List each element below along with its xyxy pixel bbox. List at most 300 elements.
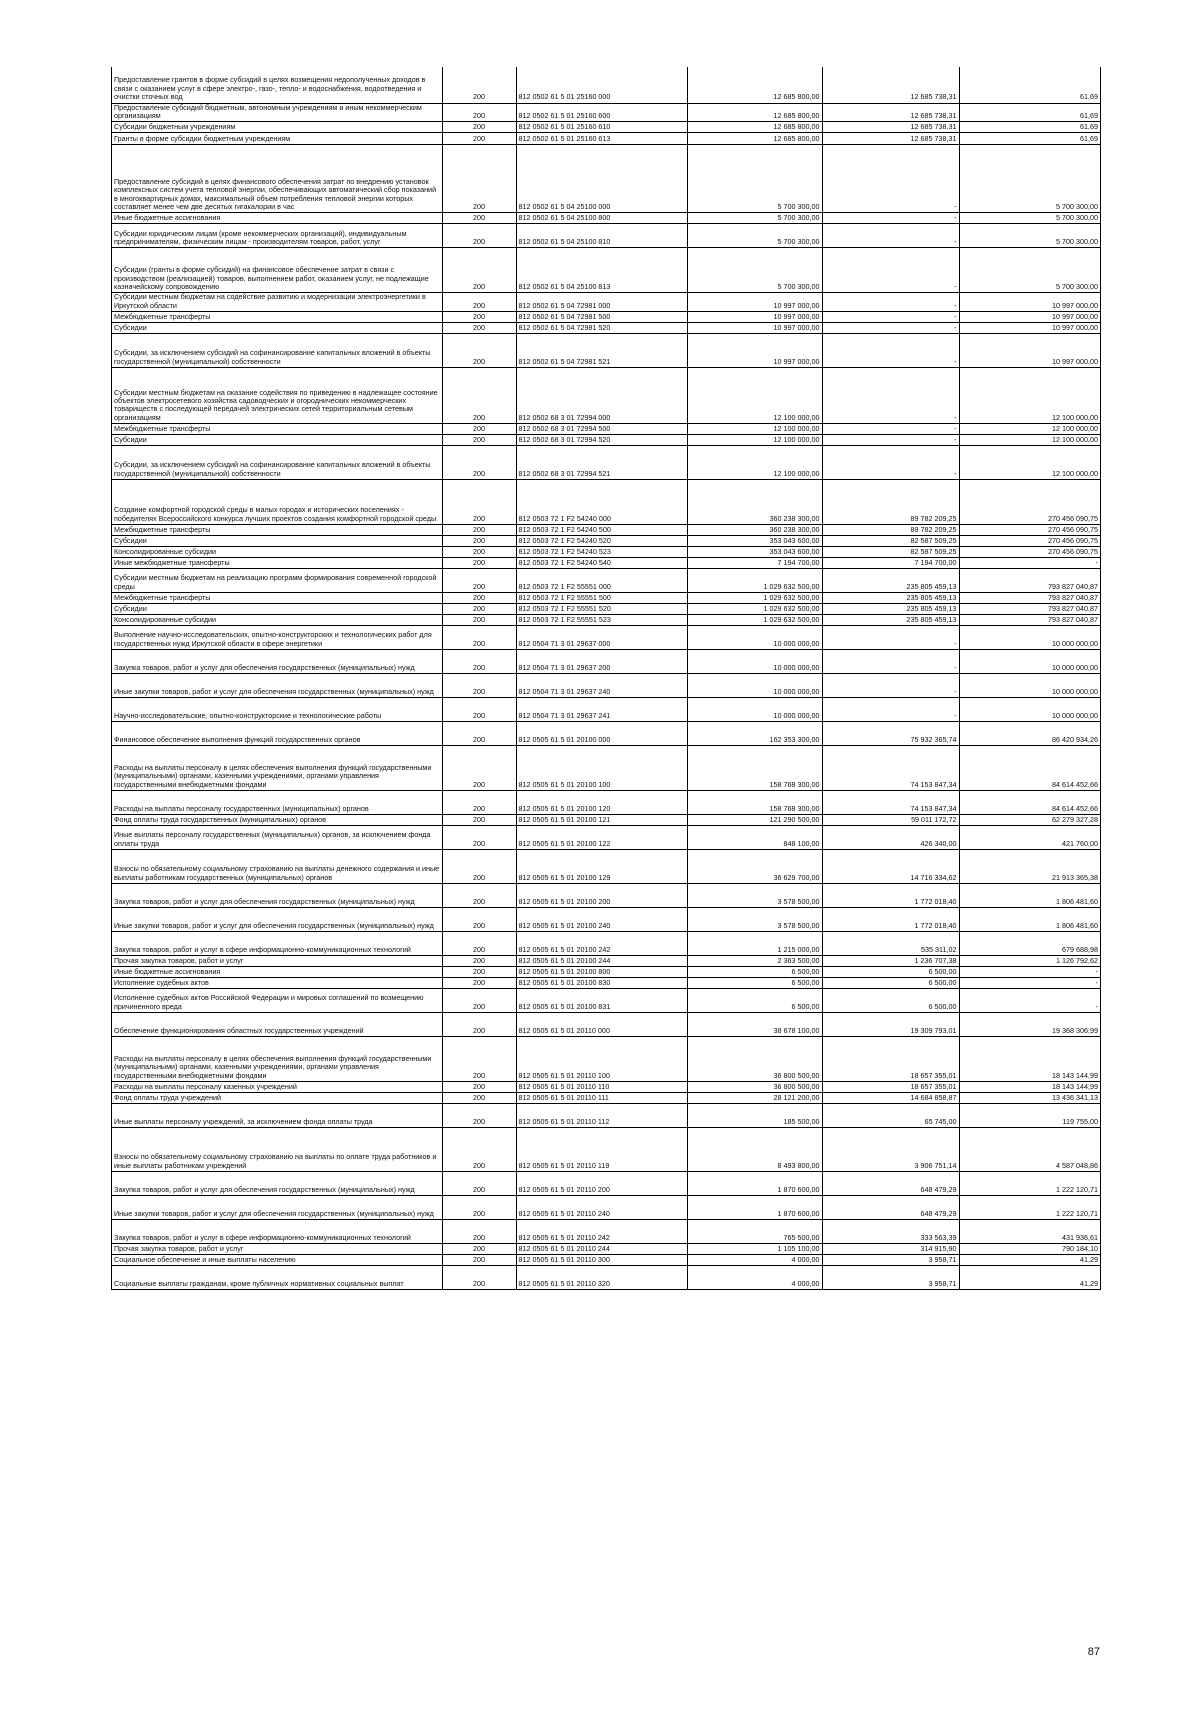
- row-executed-amount: 1 236 707,38: [822, 956, 959, 967]
- row-code: 200: [442, 1172, 516, 1196]
- row-name: Иные закупки товаров, работ и услуг для обеспечения государственных (муниципальных) нужд: [112, 674, 442, 698]
- row-approved-amount: 12 685 800,00: [687, 133, 822, 145]
- row-kbk: 812 0504 71 3 01 29637 241: [516, 698, 687, 722]
- row-executed-amount: 89 782 209,25: [822, 525, 959, 536]
- row-executed-amount: -: [822, 446, 959, 480]
- table-row: [112, 1093, 1100, 1104]
- row-kbk: 812 0505 61 5 01 20100 129: [516, 850, 687, 884]
- row-code: 200: [442, 1128, 516, 1172]
- row-unexecuted-amount: 18 143 144,99: [959, 1082, 1100, 1093]
- row-unexecuted-amount: 19 368 306,99: [959, 1013, 1100, 1037]
- row-code: 200: [442, 967, 516, 978]
- row-code: 200: [442, 1104, 516, 1128]
- row-code: 200: [442, 248, 516, 293]
- table-row: [112, 569, 1100, 593]
- table-row: [112, 674, 1100, 698]
- row-name: Иные выплаты персоналу учреждений, за исключением фонда оплаты труда: [112, 1104, 442, 1128]
- row-code: 200: [442, 435, 516, 446]
- row-code: 200: [442, 1255, 516, 1266]
- row-kbk: 812 0505 61 5 01 20110 300: [516, 1255, 687, 1266]
- row-name: Обеспечение функционирования областных государственных учреждений: [112, 1013, 442, 1037]
- row-name: Расходы на выплаты персоналу в целях обеспечения выполнения функций государственными (муниципальными) органами, казенными учреждениями, органами управления государственными внебюджетными фондами: [112, 1037, 442, 1082]
- row-code: 200: [442, 593, 516, 604]
- row-approved-amount: 1 870 600,00: [687, 1196, 822, 1220]
- row-approved-amount: 7 194 700,00: [687, 558, 822, 569]
- row-name: Субсидии местным бюджетам на реализацию программ формирования современной городской среды: [112, 569, 442, 593]
- row-unexecuted-amount: 679 688,98: [959, 932, 1100, 956]
- row-kbk: 812 0503 72 1 F2 54240 540: [516, 558, 687, 569]
- row-name: Иные бюджетные ассигнования: [112, 967, 442, 978]
- row-approved-amount: 10 997 000,00: [687, 334, 822, 368]
- row-kbk: 812 0503 72 1 F2 55551 500: [516, 593, 687, 604]
- row-executed-amount: 235 805 459,13: [822, 615, 959, 626]
- row-unexecuted-amount: 270 456 090,75: [959, 525, 1100, 536]
- row-executed-amount: 12 685 738,31: [822, 67, 959, 103]
- row-executed-amount: 6 500,00: [822, 978, 959, 989]
- row-executed-amount: -: [822, 334, 959, 368]
- row-name: Субсидии: [112, 536, 442, 547]
- row-unexecuted-amount: 61,69: [959, 67, 1100, 103]
- row-kbk: 812 0502 61 5 04 25100 810: [516, 224, 687, 248]
- row-kbk: 812 0505 61 5 01 20110 000: [516, 1013, 687, 1037]
- row-code: 200: [442, 908, 516, 932]
- row-executed-amount: -: [822, 224, 959, 248]
- row-executed-amount: 1 772 018,40: [822, 908, 959, 932]
- row-unexecuted-amount: 84 614 452,66: [959, 791, 1100, 815]
- row-kbk: 812 0502 61 5 01 25160 000: [516, 67, 687, 103]
- row-executed-amount: 18 657 355,01: [822, 1037, 959, 1082]
- row-unexecuted-amount: 1 806 481,60: [959, 884, 1100, 908]
- row-name: Прочая закупка товаров, работ и услуг: [112, 1244, 442, 1255]
- row-unexecuted-amount: 793 827 040,87: [959, 615, 1100, 626]
- table-row: [112, 956, 1100, 967]
- row-unexecuted-amount: 84 614 452,66: [959, 746, 1100, 791]
- row-executed-amount: -: [822, 698, 959, 722]
- row-code: 200: [442, 604, 516, 615]
- row-approved-amount: 36 800 500,00: [687, 1082, 822, 1093]
- row-code: 200: [442, 826, 516, 850]
- row-name: Субсидии местным бюджетам на содействие развитию и модернизации электроэнергетики в Иркутской области: [112, 293, 442, 312]
- row-executed-amount: 314 915,90: [822, 1244, 959, 1255]
- table-row: [112, 133, 1100, 145]
- row-kbk: 812 0505 61 5 01 20110 200: [516, 1172, 687, 1196]
- row-code: 200: [442, 1244, 516, 1255]
- row-executed-amount: 14 716 334,62: [822, 850, 959, 884]
- row-code: 200: [442, 932, 516, 956]
- row-name: Научно-исследовательские, опытно-конструкторские и технологические работы: [112, 698, 442, 722]
- row-executed-amount: 648 479,29: [822, 1196, 959, 1220]
- row-kbk: 812 0502 61 5 04 25100 813: [516, 248, 687, 293]
- page-number: 87: [1087, 1646, 1100, 1658]
- row-name: Закупка товаров, работ и услуг в сфере информационно-коммуникационных технологий: [112, 1220, 442, 1244]
- row-executed-amount: 19 309 793,01: [822, 1013, 959, 1037]
- row-kbk: 812 0505 61 5 01 20110 100: [516, 1037, 687, 1082]
- table-row: [112, 978, 1100, 989]
- row-kbk: 812 0503 72 1 F2 54240 500: [516, 525, 687, 536]
- row-code: 200: [442, 791, 516, 815]
- row-executed-amount: 535 311,02: [822, 932, 959, 956]
- row-approved-amount: 28 121 200,00: [687, 1093, 822, 1104]
- table-row: [112, 1013, 1100, 1037]
- row-name: Выполнение научно-исследовательских, опытно-конструкторских и технологических работ для государственных нужд Иркутской области в сфере энергетики: [112, 626, 442, 650]
- row-approved-amount: 5 700 300,00: [687, 248, 822, 293]
- row-unexecuted-amount: 10 997 000,00: [959, 312, 1100, 323]
- row-approved-amount: 10 997 000,00: [687, 293, 822, 312]
- row-approved-amount: 1 105 100,00: [687, 1244, 822, 1255]
- row-approved-amount: 12 685 800,00: [687, 122, 822, 133]
- row-unexecuted-amount: 12 100 000,00: [959, 435, 1100, 446]
- row-executed-amount: 333 563,39: [822, 1220, 959, 1244]
- row-code: 200: [442, 312, 516, 323]
- row-kbk: 812 0503 72 1 F2 54240 520: [516, 536, 687, 547]
- row-approved-amount: 12 100 000,00: [687, 424, 822, 435]
- row-kbk: 812 0502 61 5 01 25160 600: [516, 103, 687, 122]
- row-approved-amount: 8 493 800,00: [687, 1128, 822, 1172]
- row-code: 200: [442, 1220, 516, 1244]
- row-unexecuted-amount: 10 000 000,00: [959, 650, 1100, 674]
- table-row: [112, 850, 1100, 884]
- row-kbk: 812 0505 61 5 01 20110 244: [516, 1244, 687, 1255]
- row-approved-amount: 12 685 800,00: [687, 67, 822, 103]
- table-row: [112, 312, 1100, 323]
- row-approved-amount: 6 500,00: [687, 978, 822, 989]
- row-code: 200: [442, 424, 516, 435]
- row-kbk: 812 0505 61 5 01 20100 830: [516, 978, 687, 989]
- row-name: Создание комфортной городской среды в малых городах и исторических поселениях - победителях Всероссийского конкурса лучших проектов создания комфортной городской среды: [112, 480, 442, 525]
- row-kbk: 812 0502 61 5 01 25160 613: [516, 133, 687, 145]
- row-name: Взносы по обязательному социальному страхованию на выплаты денежного содержания и иные выплаты работникам государственных (муниципальных) органов: [112, 850, 442, 884]
- row-code: 200: [442, 978, 516, 989]
- row-unexecuted-amount: 431 936,61: [959, 1220, 1100, 1244]
- row-kbk: 812 0505 61 5 01 20110 112: [516, 1104, 687, 1128]
- table-row: [112, 791, 1100, 815]
- row-name: Иные закупки товаров, работ и услуг для обеспечения государственных (муниципальных) нужд: [112, 1196, 442, 1220]
- row-code: 200: [442, 1082, 516, 1093]
- row-code: 200: [442, 1037, 516, 1082]
- row-name: Взносы по обязательному социальному страхованию на выплаты по оплате труда работников и иные выплаты работникам учреждений: [112, 1128, 442, 1172]
- budget-report-sheet: [111, 67, 1101, 1290]
- row-kbk: 812 0505 61 5 01 20100 000: [516, 722, 687, 746]
- row-code: 200: [442, 626, 516, 650]
- table-row: [112, 122, 1100, 133]
- row-code: 200: [442, 213, 516, 224]
- row-code: 200: [442, 815, 516, 826]
- row-code: 200: [442, 536, 516, 547]
- row-kbk: 812 0505 61 5 01 20100 122: [516, 826, 687, 850]
- row-kbk: 812 0505 61 5 01 20100 200: [516, 884, 687, 908]
- row-unexecuted-amount: 12 100 000,00: [959, 446, 1100, 480]
- row-executed-amount: 75 932 365,74: [822, 722, 959, 746]
- row-approved-amount: 6 500,00: [687, 989, 822, 1013]
- table-row: [112, 558, 1100, 569]
- row-unexecuted-amount: 61,69: [959, 122, 1100, 133]
- row-name: Закупка товаров, работ и услуг для обеспечения государственных (муниципальных) нужд: [112, 884, 442, 908]
- table-row: [112, 248, 1100, 293]
- row-unexecuted-amount: 12 100 000,00: [959, 424, 1100, 435]
- row-approved-amount: 1 029 632 500,00: [687, 615, 822, 626]
- row-unexecuted-amount: -: [959, 967, 1100, 978]
- row-executed-amount: 12 685 738,31: [822, 103, 959, 122]
- row-approved-amount: 12 685 800,00: [687, 103, 822, 122]
- row-code: 200: [442, 746, 516, 791]
- row-unexecuted-amount: 61,69: [959, 103, 1100, 122]
- row-unexecuted-amount: 270 456 090,75: [959, 547, 1100, 558]
- row-approved-amount: 10 000 000,00: [687, 650, 822, 674]
- row-name: Фонд оплаты труда государственных (муниципальных) органов: [112, 815, 442, 826]
- table-row: [112, 536, 1100, 547]
- row-code: 200: [442, 569, 516, 593]
- budget-execution-table: [112, 67, 1100, 1290]
- row-approved-amount: 12 100 000,00: [687, 368, 822, 424]
- table-row: [112, 1196, 1100, 1220]
- row-approved-amount: 360 238 300,00: [687, 480, 822, 525]
- row-approved-amount: 1 215 000,00: [687, 932, 822, 956]
- table-row: [112, 145, 1100, 213]
- row-name: Субсидии (гранты в форме субсидий) на финансовое обеспечение затрат в связи с производством (реализацией) товаров, выполнением работ, оказанием услуг, не подлежащие казначейскому сопровождению: [112, 248, 442, 293]
- row-code: 200: [442, 615, 516, 626]
- row-kbk: 812 0505 61 5 01 20110 111: [516, 1093, 687, 1104]
- row-kbk: 812 0502 68 3 01 72994 000: [516, 368, 687, 424]
- row-code: 200: [442, 122, 516, 133]
- row-unexecuted-amount: -: [959, 978, 1100, 989]
- row-name: Межбюджетные трансферты: [112, 593, 442, 604]
- row-unexecuted-amount: 119 755,00: [959, 1104, 1100, 1128]
- row-unexecuted-amount: 41,29: [959, 1266, 1100, 1290]
- row-code: 200: [442, 1196, 516, 1220]
- row-unexecuted-amount: 21 913 365,38: [959, 850, 1100, 884]
- row-executed-amount: -: [822, 145, 959, 213]
- row-name: Иные закупки товаров, работ и услуг для обеспечения государственных (муниципальных) нужд: [112, 908, 442, 932]
- row-kbk: 812 0505 61 5 01 20110 119: [516, 1128, 687, 1172]
- row-code: 200: [442, 67, 516, 103]
- row-unexecuted-amount: 10 000 000,00: [959, 626, 1100, 650]
- row-approved-amount: 36 629 700,00: [687, 850, 822, 884]
- table-row: [112, 1037, 1100, 1082]
- table-row: [112, 480, 1100, 525]
- row-unexecuted-amount: 41,29: [959, 1255, 1100, 1266]
- row-unexecuted-amount: 793 827 040,87: [959, 593, 1100, 604]
- row-name: Межбюджетные трансферты: [112, 525, 442, 536]
- table-row: [112, 615, 1100, 626]
- table-row: [112, 67, 1100, 103]
- table-row: [112, 323, 1100, 334]
- row-approved-amount: 6 500,00: [687, 967, 822, 978]
- row-approved-amount: 38 678 100,00: [687, 1013, 822, 1037]
- row-unexecuted-amount: 13 436 341,13: [959, 1093, 1100, 1104]
- table-row: [112, 604, 1100, 615]
- row-executed-amount: -: [822, 248, 959, 293]
- row-unexecuted-amount: 5 700 300,00: [959, 224, 1100, 248]
- table-row: [112, 224, 1100, 248]
- table-row: [112, 293, 1100, 312]
- row-unexecuted-amount: 5 700 300,00: [959, 145, 1100, 213]
- row-approved-amount: 5 700 300,00: [687, 224, 822, 248]
- row-name: Предоставление грантов в форме субсидий в целях возмещения недополученных доходов в связи с оказанием услуг в сфере электро-, газо-, тепло- и водоснабжения, водоотведения и очистки сточных вод: [112, 67, 442, 103]
- row-executed-amount: 82 587 509,25: [822, 536, 959, 547]
- row-approved-amount: 1 029 632 500,00: [687, 593, 822, 604]
- row-name: Расходы на выплаты персоналу государственных (муниципальных) органов: [112, 791, 442, 815]
- row-kbk: 812 0505 61 5 01 20100 244: [516, 956, 687, 967]
- row-executed-amount: -: [822, 435, 959, 446]
- row-name: Иные выплаты персоналу государственных (муниципальных) органов, за исключением фонда оплаты труда: [112, 826, 442, 850]
- table-row: [112, 932, 1100, 956]
- row-approved-amount: 360 238 300,00: [687, 525, 822, 536]
- row-name: Межбюджетные трансферты: [112, 312, 442, 323]
- row-kbk: 812 0505 61 5 01 20100 121: [516, 815, 687, 826]
- row-approved-amount: 10 000 000,00: [687, 698, 822, 722]
- row-approved-amount: 353 043 600,00: [687, 547, 822, 558]
- row-code: 200: [442, 133, 516, 145]
- row-executed-amount: -: [822, 368, 959, 424]
- row-name: Прочая закупка товаров, работ и услуг: [112, 956, 442, 967]
- row-executed-amount: 14 684 858,87: [822, 1093, 959, 1104]
- row-approved-amount: 36 800 500,00: [687, 1037, 822, 1082]
- table-row: [112, 334, 1100, 368]
- row-code: 200: [442, 547, 516, 558]
- row-approved-amount: 10 000 000,00: [687, 626, 822, 650]
- row-name: Исполнение судебных актов Российской Федерации и мировых соглашений по возмещению причиненного вреда: [112, 989, 442, 1013]
- table-row: [112, 593, 1100, 604]
- row-kbk: 812 0505 61 5 01 20100 800: [516, 967, 687, 978]
- row-executed-amount: -: [822, 674, 959, 698]
- row-kbk: 812 0505 61 5 01 20110 240: [516, 1196, 687, 1220]
- row-kbk: 812 0503 72 1 F2 54240 000: [516, 480, 687, 525]
- row-executed-amount: 235 805 459,13: [822, 593, 959, 604]
- row-kbk: 812 0505 61 5 01 20100 240: [516, 908, 687, 932]
- table-row: [112, 1244, 1100, 1255]
- table-row: [112, 815, 1100, 826]
- row-executed-amount: 235 805 459,13: [822, 604, 959, 615]
- row-unexecuted-amount: 10 997 000,00: [959, 323, 1100, 334]
- row-code: 200: [442, 698, 516, 722]
- row-unexecuted-amount: 421 760,00: [959, 826, 1100, 850]
- row-kbk: 812 0505 61 5 01 20110 320: [516, 1266, 687, 1290]
- row-executed-amount: -: [822, 650, 959, 674]
- row-approved-amount: 765 500,00: [687, 1220, 822, 1244]
- row-executed-amount: 59 011 172,72: [822, 815, 959, 826]
- table-row: [112, 1220, 1100, 1244]
- row-unexecuted-amount: 790 184,10: [959, 1244, 1100, 1255]
- row-approved-amount: 12 100 000,00: [687, 435, 822, 446]
- row-unexecuted-amount: 1 222 120,71: [959, 1196, 1100, 1220]
- row-kbk: 812 0502 68 3 01 72994 500: [516, 424, 687, 435]
- row-kbk: 812 0502 68 3 01 72994 521: [516, 446, 687, 480]
- row-code: 200: [442, 323, 516, 334]
- row-name: Субсидии: [112, 435, 442, 446]
- row-name: Закупка товаров, работ и услуг для обеспечения государственных (муниципальных) нужд: [112, 1172, 442, 1196]
- row-unexecuted-amount: -: [959, 558, 1100, 569]
- row-executed-amount: 65 745,00: [822, 1104, 959, 1128]
- row-code: 200: [442, 368, 516, 424]
- row-code: 200: [442, 989, 516, 1013]
- row-name: Консолидированные субсидии: [112, 615, 442, 626]
- row-kbk: 812 0505 61 5 01 20100 831: [516, 989, 687, 1013]
- row-code: 200: [442, 1013, 516, 1037]
- row-code: 200: [442, 480, 516, 525]
- row-approved-amount: 1 029 632 500,00: [687, 569, 822, 593]
- row-kbk: 812 0503 72 1 F2 54240 523: [516, 547, 687, 558]
- row-executed-amount: 1 772 018,40: [822, 884, 959, 908]
- row-name: Расходы на выплаты персоналу казенных учреждений: [112, 1082, 442, 1093]
- row-kbk: 812 0505 61 5 01 20110 110: [516, 1082, 687, 1093]
- row-executed-amount: 12 685 738,31: [822, 133, 959, 145]
- row-code: 200: [442, 103, 516, 122]
- row-code: 200: [442, 293, 516, 312]
- row-unexecuted-amount: 86 420 934,26: [959, 722, 1100, 746]
- row-name: Предоставление субсидий в целях финансового обеспечения затрат по внедрению установок комплексных систем учета тепловой энергии, обеспечивающих автоматический сбор показаний в многоквартирных домах, максимальный объем потребления тепловой энергии которых составляет менее чем две десятых гигакалории в час: [112, 145, 442, 213]
- table-row: [112, 1104, 1100, 1128]
- row-name: Субсидии местным бюджетам на оказание содействия по приведению в надлежащее состояние объектов электросетевого хозяйства садоводческих и огороднических некоммерческих товариществ с последующей передачей электрических сетей территориальным сетевым организациям: [112, 368, 442, 424]
- table-row: [112, 368, 1100, 424]
- row-name: Закупка товаров, работ и услуг в сфере информационно-коммуникационных технологий: [112, 932, 442, 956]
- row-executed-amount: 82 587 509,25: [822, 547, 959, 558]
- row-unexecuted-amount: 1 126 792,62: [959, 956, 1100, 967]
- row-approved-amount: 5 700 300,00: [687, 145, 822, 213]
- table-row: [112, 746, 1100, 791]
- row-name: Межбюджетные трансферты: [112, 424, 442, 435]
- row-unexecuted-amount: 10 997 000,00: [959, 334, 1100, 368]
- row-code: 200: [442, 1093, 516, 1104]
- row-name: Исполнение судебных актов: [112, 978, 442, 989]
- row-unexecuted-amount: -: [959, 989, 1100, 1013]
- table-row: [112, 435, 1100, 446]
- row-unexecuted-amount: 1 222 120,71: [959, 1172, 1100, 1196]
- row-kbk: 812 0502 61 5 04 72981 520: [516, 323, 687, 334]
- row-name: Расходы на выплаты персоналу в целях обеспечения выполнения функций государственными (муниципальными) органами, казенными учреждениями, органами управления государственными внебюджетными фондами: [112, 746, 442, 791]
- row-executed-amount: 89 782 209,25: [822, 480, 959, 525]
- row-code: 200: [442, 1266, 516, 1290]
- row-executed-amount: 426 340,00: [822, 826, 959, 850]
- row-approved-amount: 1 870 600,00: [687, 1172, 822, 1196]
- row-kbk: 812 0502 61 5 04 72981 500: [516, 312, 687, 323]
- row-approved-amount: 848 100,00: [687, 826, 822, 850]
- row-executed-amount: 3 958,71: [822, 1266, 959, 1290]
- row-kbk: 812 0502 61 5 04 25100 000: [516, 145, 687, 213]
- row-executed-amount: -: [822, 213, 959, 224]
- row-kbk: 812 0502 61 5 01 25160 610: [516, 122, 687, 133]
- row-kbk: 812 0502 61 5 04 72981 521: [516, 334, 687, 368]
- table-row: [112, 525, 1100, 536]
- row-name: Субсидии бюджетным учреждениям: [112, 122, 442, 133]
- row-approved-amount: 162 353 300,00: [687, 722, 822, 746]
- row-executed-amount: -: [822, 424, 959, 435]
- row-name: Социальное обеспечение и иные выплаты населению: [112, 1255, 442, 1266]
- row-kbk: 812 0503 72 1 F2 55551 523: [516, 615, 687, 626]
- row-approved-amount: 3 578 500,00: [687, 908, 822, 932]
- row-executed-amount: 7 194 700,00: [822, 558, 959, 569]
- row-unexecuted-amount: 270 456 090,75: [959, 480, 1100, 525]
- table-row: [112, 989, 1100, 1013]
- row-code: 200: [442, 674, 516, 698]
- row-approved-amount: 2 363 500,00: [687, 956, 822, 967]
- row-code: 200: [442, 525, 516, 536]
- row-approved-amount: 185 500,00: [687, 1104, 822, 1128]
- row-name: Закупка товаров, работ и услуг для обеспечения государственных (муниципальных) нужд: [112, 650, 442, 674]
- row-kbk: 812 0502 68 3 01 72994 520: [516, 435, 687, 446]
- row-unexecuted-amount: 793 827 040,87: [959, 604, 1100, 615]
- row-name: Социальные выплаты гражданам, кроме публичных нормативных социальных выплат: [112, 1266, 442, 1290]
- table-row: [112, 1172, 1100, 1196]
- row-name: Финансовое обеспечение выполнения функций государственных органов: [112, 722, 442, 746]
- row-executed-amount: 6 500,00: [822, 967, 959, 978]
- row-name: Иные межбюджетные трансферты: [112, 558, 442, 569]
- table-row: [112, 103, 1100, 122]
- row-approved-amount: 4 000,00: [687, 1255, 822, 1266]
- row-code: 200: [442, 956, 516, 967]
- table-row: [112, 1266, 1100, 1290]
- row-approved-amount: 3 578 500,00: [687, 884, 822, 908]
- row-approved-amount: 121 290 500,00: [687, 815, 822, 826]
